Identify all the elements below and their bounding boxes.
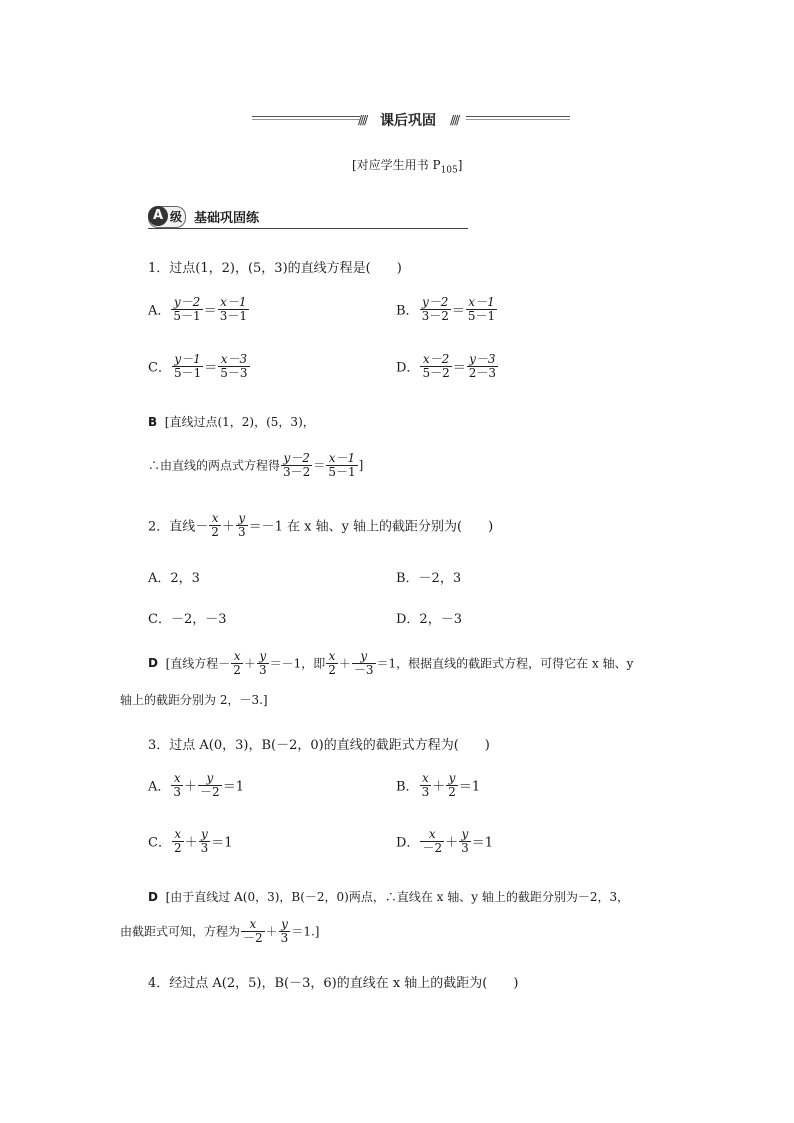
numerator: y－2: [171, 296, 202, 310]
equation-rhs: ＝1: [471, 835, 494, 851]
numerator: x: [420, 772, 432, 786]
level-badge-text: 级: [170, 210, 183, 224]
solution-text: ＝1.]: [291, 924, 320, 939]
hatch-right-decoration: ////: [450, 113, 459, 127]
closing-bracket: ]: [358, 458, 364, 473]
header-rule-left-thin: [252, 119, 360, 120]
denominator: 5－1: [467, 308, 496, 323]
equals-sign: ＝: [451, 303, 465, 319]
solution-text: ∴由直线的两点式方程得: [148, 458, 281, 473]
denominator: －2: [422, 840, 443, 855]
numerator: y: [257, 650, 269, 664]
numerator: y－2: [420, 296, 451, 310]
equation-rhs: ＝1: [458, 779, 481, 795]
denominator: 2: [211, 524, 219, 539]
q1-solution-line2: [148, 452, 363, 478]
q2-option-c: C．－2，－3: [148, 612, 227, 627]
q3-answer: D: [148, 890, 158, 904]
numerator: x－1: [466, 296, 497, 310]
q2-stem: [148, 512, 493, 538]
plus-sign: ＋: [265, 924, 278, 939]
denominator: 3－1: [219, 308, 247, 323]
denominator: －2: [200, 784, 220, 799]
numerator: x: [171, 772, 183, 786]
option-label: A．: [148, 779, 171, 795]
level-rule: [148, 228, 468, 229]
header-rule-right: [466, 116, 570, 117]
q2-solution-line1: [148, 650, 633, 676]
denominator: 3: [461, 840, 469, 855]
plus-sign: ＋: [445, 835, 459, 851]
denominator: 5－1: [328, 464, 356, 479]
numerator: x: [241, 918, 265, 932]
q3-option-b: [396, 772, 480, 798]
option-label: A．: [148, 303, 171, 319]
numerator: x－2: [420, 353, 451, 367]
solution-text: ＝－1，即: [269, 656, 326, 671]
denominator: 3: [421, 784, 430, 799]
q3-solution-line2: [120, 918, 319, 944]
q2-answer: D: [148, 656, 158, 671]
q1-answer: B: [148, 415, 158, 429]
q2-option-a: A．2，3: [148, 571, 200, 586]
denominator: 3: [173, 784, 182, 799]
numerator: y－2: [281, 452, 312, 466]
level-badge-letter: A: [148, 206, 168, 226]
denominator: 5－2: [422, 365, 450, 380]
numerator: y: [199, 828, 211, 842]
plus-sign: ＋: [184, 835, 198, 851]
q3-solution-line1: [148, 888, 629, 905]
q3-option-d: [396, 828, 493, 854]
option-label: C．: [148, 835, 171, 851]
numerator: x: [231, 650, 243, 664]
q1-option-d: [396, 353, 499, 379]
option-label: B．: [396, 779, 419, 795]
stem-text: ＝－1 在 x 轴、y 轴上的截距分别为( ): [248, 519, 494, 535]
numerator: y: [352, 650, 376, 664]
q3-option-a: [148, 772, 244, 798]
equals-sign: ＝: [452, 360, 466, 376]
q2-option-b: B．－2，3: [396, 571, 462, 586]
numerator: y: [459, 828, 471, 842]
denominator: －3: [353, 662, 374, 677]
denominator: 5－1: [173, 365, 202, 380]
equals-sign: ＝: [204, 360, 218, 376]
option-label: D．: [396, 360, 420, 376]
q2-solution-line2: 轴上的截距分别为 2，－3.]: [120, 693, 268, 707]
option-label: C．: [148, 360, 171, 376]
denominator: 2－3: [468, 365, 497, 380]
equals-sign: ＝: [203, 303, 217, 319]
header-rule-left: [252, 116, 360, 117]
numerator: y: [446, 772, 458, 786]
denominator: 3－2: [283, 464, 311, 479]
q4-stem: 4．经过点 A(2，5)，B(－3，6)的直线在 x 轴上的截距为( ): [148, 976, 519, 991]
numerator: y: [279, 918, 291, 932]
q1-option-c: [148, 353, 251, 379]
q1-solution-text: [直线过点(1，2)，(5，3)，: [164, 415, 315, 429]
ref-suffix: ]: [457, 158, 463, 172]
solution-text: 由截距式可知，方程为: [120, 924, 241, 939]
numerator: y－1: [172, 353, 203, 367]
q1-option-a: [148, 296, 250, 322]
option-label: D．: [396, 835, 420, 851]
q3-option-c: [148, 828, 233, 854]
numerator: x－3: [218, 353, 249, 367]
denominator: 5－3: [220, 365, 248, 380]
q2-option-d: D．2，－3: [396, 612, 462, 627]
numerator: y: [236, 512, 248, 526]
numerator: x: [420, 828, 444, 842]
numerator: x: [326, 650, 338, 664]
solution-text: ＝1，根据直线的截距式方程，可得它在 x 轴、y: [376, 656, 634, 671]
page-title: 课后巩固: [380, 113, 436, 129]
q1-stem: 1．过点(1，2)，(5，3)的直线方程是( ): [148, 261, 402, 276]
denominator: 2: [173, 840, 182, 855]
equals-sign: ＝: [313, 458, 326, 473]
denominator: 2: [328, 662, 336, 677]
option-label: B．: [396, 303, 419, 319]
denominator: －2: [243, 930, 263, 945]
denominator: 3: [200, 840, 209, 855]
denominator: 3: [280, 930, 289, 945]
denominator: 2: [448, 784, 456, 799]
stem-text: 2．直线－: [148, 519, 209, 535]
plus-sign: ＋: [243, 656, 256, 671]
q1-option-b: [396, 296, 498, 322]
denominator: 2: [233, 662, 241, 677]
denominator: 3－2: [421, 308, 449, 323]
numerator: y－3: [467, 353, 498, 367]
numerator: x－1: [326, 452, 357, 466]
equation-rhs: ＝1: [211, 835, 233, 851]
numerator: x: [172, 828, 184, 842]
numerator: x－1: [218, 296, 249, 310]
denominator: 5－1: [173, 308, 201, 323]
level-title: 基础巩固练: [194, 211, 260, 226]
plus-sign: ＋: [432, 779, 446, 795]
plus-sign: ＋: [221, 519, 235, 535]
plus-sign: ＋: [338, 656, 351, 671]
plus-sign: ＋: [184, 779, 198, 795]
q3-stem: 3．过点 A(0，3)，B(－2，0)的直线的截距式方程为( ): [148, 738, 490, 753]
denominator: 3: [258, 662, 267, 677]
hatch-left-decoration: ////: [358, 113, 367, 127]
numerator: x: [209, 512, 221, 526]
header-rule-right-thin: [466, 119, 570, 120]
q1-solution-line1: [148, 413, 315, 430]
equation-rhs: ＝1: [222, 779, 244, 795]
q3-solution-text: [由于直线过 A(0，3)，B(－2，0)两点，∴直线在 x 轴、y 轴上的截距分别为－2，3，: [165, 890, 630, 904]
ref-page: 105: [440, 165, 458, 176]
ref-prefix: [对应学生用书 P: [352, 158, 441, 172]
solution-text: [直线方程－: [165, 656, 231, 671]
book-reference: [352, 156, 462, 175]
numerator: y: [198, 772, 222, 786]
denominator: 3: [237, 524, 246, 539]
